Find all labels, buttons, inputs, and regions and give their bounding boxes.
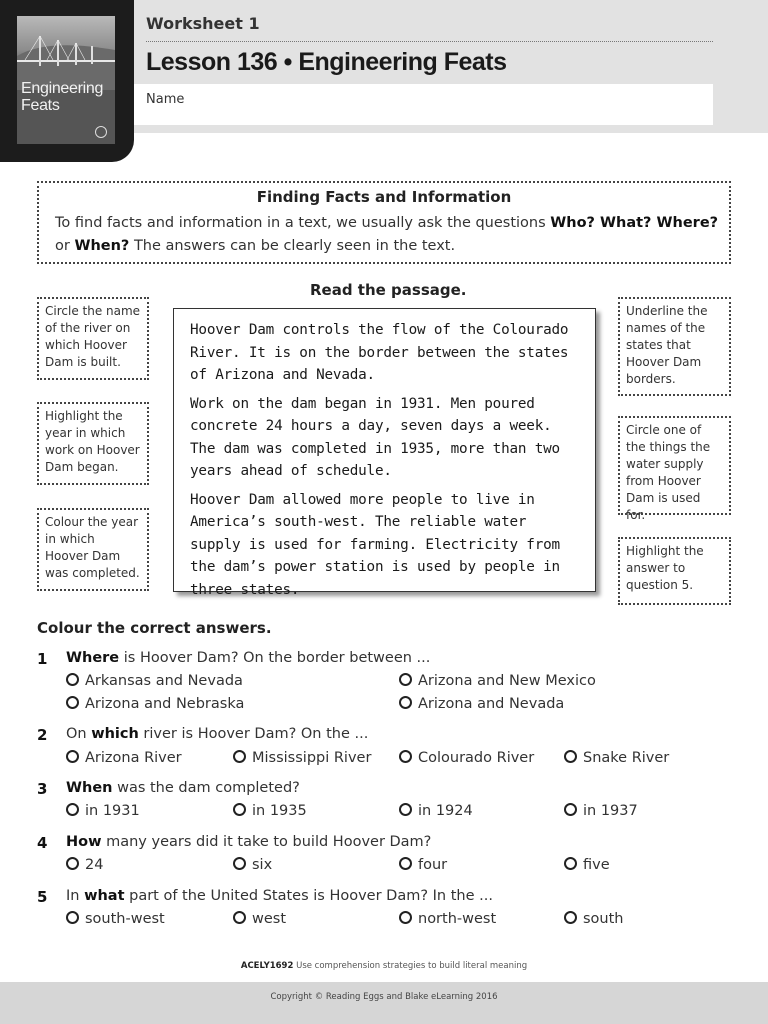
question-2-text: On which river is Hoover Dam? On the ...: [66, 726, 369, 742]
answer-circle-icon[interactable]: [66, 696, 79, 709]
cover-title-line2: Feats: [21, 97, 60, 114]
answer-option[interactable]: in 1935: [233, 803, 307, 819]
reading-passage: [173, 308, 596, 598]
note-highlight-q5: Highlight the answer to question 5.: [618, 537, 731, 605]
curriculum-footnote: ACELY1692 Use comprehension strategies to build literal meaning: [240, 961, 528, 971]
answer-option[interactable]: 24: [66, 857, 103, 873]
cover-title-line1: Engineering: [21, 80, 104, 97]
answer-option[interactable]: Colourado River: [399, 750, 534, 766]
question-4-text: How many years did it take to build Hoover Dam?: [66, 834, 432, 850]
book-cover-frame: [0, 0, 134, 162]
question-5-text: In what part of the United States is Hoover Dam? In the ...: [66, 888, 493, 904]
answer-option[interactable]: in 1924: [399, 803, 473, 819]
book-cover: [17, 16, 115, 144]
question-number: 3: [37, 780, 48, 798]
answer-option[interactable]: in 1931: [66, 803, 140, 819]
answer-option[interactable]: Snake River: [564, 750, 669, 766]
answer-option[interactable]: six: [233, 857, 272, 873]
answer-circle-icon[interactable]: [66, 673, 79, 686]
bridge-photo: [17, 16, 115, 90]
bridge-illustration: [17, 16, 115, 90]
answer-circle-icon[interactable]: [399, 696, 412, 709]
answer-option[interactable]: Arizona and New Mexico: [399, 673, 596, 689]
answer-circle-icon[interactable]: [399, 911, 412, 924]
answer-circle-icon[interactable]: [564, 803, 577, 816]
answer-circle-icon[interactable]: [233, 857, 246, 870]
lesson-title: Lesson 136 • Engineering Feats: [146, 48, 507, 76]
passage-paragraph: Hoover Dam controls the flow of the Colourado River. It is on the border between the states of Arizona and Nevada.: [190, 322, 569, 383]
note-circle-water-use: Circle one of the things the water supply from Hoover Dam is used for.: [618, 416, 731, 515]
question-3-text: When was the dam completed?: [66, 780, 300, 796]
answer-circle-icon[interactable]: [399, 803, 412, 816]
info-title: Finding Facts and Information: [256, 188, 512, 206]
note-underline-states: Underline the names of the states that Hoover Dam borders.: [618, 297, 731, 396]
answer-circle-icon[interactable]: [399, 857, 412, 870]
question-number: 5: [37, 888, 48, 906]
answer-option[interactable]: five: [564, 857, 610, 873]
name-label: Name: [146, 92, 185, 107]
answer-circle-icon[interactable]: [564, 750, 577, 763]
answer-option[interactable]: Arkansas and Nevada: [66, 673, 243, 689]
publisher-logo-icon: [95, 126, 107, 138]
info-box: [37, 181, 731, 264]
note-colour-year-completed: Colour the year in which Hoover Dam was completed.: [37, 508, 149, 591]
question-number: 4: [37, 834, 48, 852]
passage-paragraph: Work on the dam began in 1931. Men poured concrete 24 hours a day, seven days a week. The dam was completed in 1935, more than two years ahead of schedule.: [190, 395, 560, 479]
answer-circle-icon[interactable]: [564, 911, 577, 924]
name-field[interactable]: [134, 84, 713, 125]
answer-circle-icon[interactable]: [233, 911, 246, 924]
info-text: To find facts and information in a text, we usually ask the questions Who? What? Where? or When? The answers can be clearly seen in the text.: [55, 215, 719, 254]
answer-option[interactable]: south-west: [66, 911, 165, 927]
header-divider: [146, 41, 713, 42]
question-number: 1: [37, 650, 48, 668]
answer-circle-icon[interactable]: [233, 750, 246, 763]
question-1-text: Where is Hoover Dam? On the border between ...: [66, 650, 431, 666]
answer-option[interactable]: north-west: [399, 911, 496, 927]
answer-circle-icon[interactable]: [66, 857, 79, 870]
answer-option[interactable]: Arizona and Nevada: [399, 696, 564, 712]
answer-circle-icon[interactable]: [66, 911, 79, 924]
colour-answers-label: Colour the correct answers.: [37, 619, 272, 637]
question-number: 2: [37, 726, 48, 744]
answer-option[interactable]: west: [233, 911, 286, 927]
answer-option[interactable]: Arizona River: [66, 750, 182, 766]
answer-circle-icon[interactable]: [399, 673, 412, 686]
answer-option[interactable]: south: [564, 911, 624, 927]
footer-band: [0, 982, 768, 1024]
cover-title: [21, 80, 103, 114]
answer-option[interactable]: four: [399, 857, 447, 873]
note-highlight-year-began: Highlight the year in which work on Hoover Dam began.: [37, 402, 149, 485]
copyright: Copyright © Reading Eggs and Blake eLearning 2016: [270, 992, 498, 1002]
answer-circle-icon[interactable]: [66, 750, 79, 763]
passage-paragraph: Hoover Dam allowed more people to live in America’s south-west. The reliable water supply is used for farming. Electricity from the dam’s power station is used by people in three states.: [190, 491, 560, 598]
answer-circle-icon[interactable]: [564, 857, 577, 870]
answer-circle-icon[interactable]: [399, 750, 412, 763]
answer-option[interactable]: in 1937: [564, 803, 638, 819]
answer-circle-icon[interactable]: [66, 803, 79, 816]
answer-option[interactable]: Mississippi River: [233, 750, 371, 766]
answer-circle-icon[interactable]: [233, 803, 246, 816]
note-circle-river: Circle the name of the river on which Hoover Dam is built.: [37, 297, 149, 380]
answer-option[interactable]: Arizona and Nebraska: [66, 696, 244, 712]
worksheet-label: Worksheet 1: [146, 14, 260, 33]
